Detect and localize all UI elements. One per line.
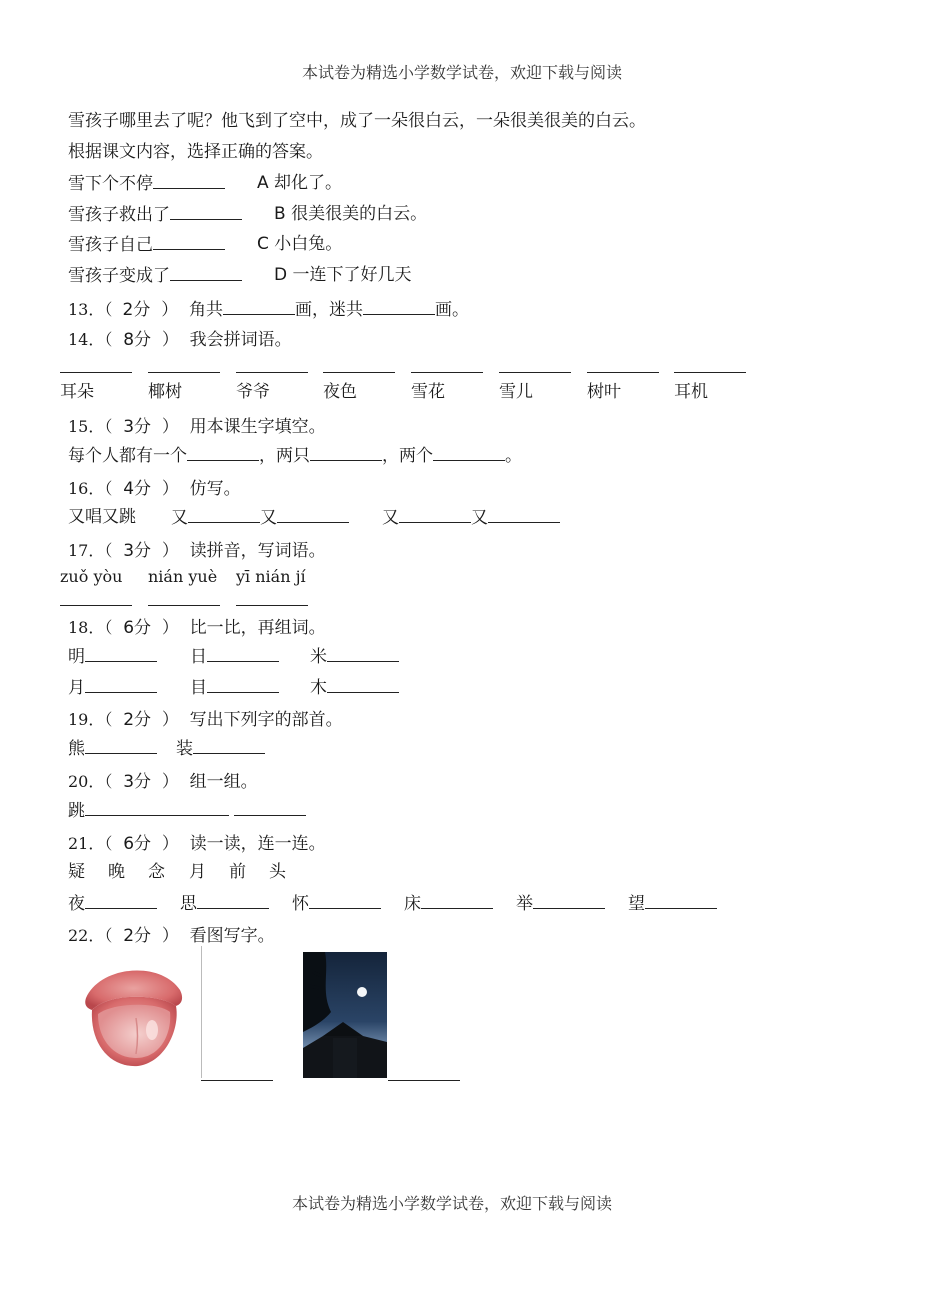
q21-top-5: 前 — [229, 862, 246, 882]
page-header: 本试卷为精选小学数学试卷，欢迎下载与阅读 — [302, 63, 623, 82]
image-frame-line — [201, 946, 202, 1078]
q20-fill: 跳 — [68, 799, 306, 822]
pinyin-word-7: 树叶 — [587, 382, 621, 402]
q21-top-1: 疑 — [68, 862, 85, 882]
q21-bottom-5: 举 — [516, 892, 605, 915]
match-right-c: C 小白兔。 — [257, 234, 343, 254]
passage-text: 雪孩子哪里去了呢？他飞到了空中，成了一朵很白云，一朵很美很美的白云。 — [68, 111, 646, 131]
question-16: 16．（ 4分 ） 仿写。 — [68, 479, 241, 499]
q21-bottom-4: 床 — [404, 892, 493, 915]
q16-fill-2: 又 又 — [382, 506, 560, 529]
q21-bottom-3: 怀 — [292, 892, 381, 915]
question-21: 21．（ 6分 ） 读一读，连一连。 — [68, 834, 326, 854]
question-18: 18．（ 6分 ） 比一比，再组词。 — [68, 618, 326, 638]
pinyin-word-1: 耳朵 — [60, 382, 94, 402]
q16-example: 又唱又跳 — [68, 507, 136, 527]
match-left-3: 雪孩子自己 — [68, 233, 225, 256]
match-left-1: 雪下个不停 — [68, 172, 225, 195]
q21-top-4: 月 — [189, 862, 206, 882]
pinyin-word-5: 雪花 — [411, 382, 445, 402]
q19-char-2: 装 — [176, 737, 265, 760]
match-right-d: D 一连下了好几天 — [274, 265, 412, 285]
pinyin-2: nián yuè — [148, 567, 218, 586]
pinyin-word-8: 耳机 — [674, 382, 708, 402]
match-right-b: B 很美很美的白云。 — [274, 204, 428, 224]
q15-fill-line: 每个人都有一个 ，两只 ，两个 。 — [68, 446, 522, 466]
question-15: 15．（ 3分 ） 用本课生字填空。 — [68, 417, 326, 437]
pinyin-word-6: 雪儿 — [499, 382, 533, 402]
mouth-tongue-image — [80, 958, 185, 1070]
q18-row1-1: 明 — [68, 645, 157, 668]
pinyin-word-2: 椰树 — [148, 382, 182, 402]
q19-char-1: 熊 — [68, 737, 157, 760]
pinyin-3: yī nián jí — [236, 567, 306, 586]
q21-bottom-6: 望 — [628, 892, 717, 915]
q21-top-2: 晚 — [108, 862, 125, 882]
match-left-2: 雪孩子救出了 — [68, 203, 242, 226]
q18-row1-2: 日 — [190, 645, 279, 668]
q18-row1-3: 米 — [310, 645, 399, 668]
q21-bottom-2: 思 — [180, 892, 269, 915]
q21-top-3: 念 — [148, 862, 165, 882]
q21-top-6: 头 — [269, 862, 286, 882]
pinyin-word-4: 夜色 — [323, 382, 357, 402]
q21-bottom-1: 夜 — [68, 892, 157, 915]
question-19: 19．（ 2分 ） 写出下列字的部首。 — [68, 710, 343, 730]
page-footer: 本试卷为精选小学数学试卷，欢迎下载与阅读 — [292, 1194, 613, 1213]
question-17: 17．（ 3分 ） 读拼音，写词语。 — [68, 541, 326, 561]
moon-night-image — [303, 952, 387, 1078]
match-right-a: A 却化了。 — [257, 173, 343, 193]
question-22: 22．（ 2分 ） 看图写字。 — [68, 926, 275, 946]
q16-fill-1: 又 又 — [171, 506, 349, 529]
question-14: 14．（ 8分 ） 我会拼词语。 — [68, 330, 292, 350]
pinyin-1: zuǒ yòu — [60, 567, 123, 586]
q18-row2-2: 目 — [190, 676, 279, 699]
pinyin-word-3: 爷爷 — [236, 382, 270, 402]
question-13: 13．（ 2分 ） 角共 画，迷共 画。 — [68, 300, 469, 320]
question-20: 20．（ 3分 ） 组一组。 — [68, 772, 258, 792]
instruction-text: 根据课文内容，选择正确的答案。 — [68, 142, 323, 162]
q18-row2-1: 月 — [68, 676, 157, 699]
q18-row2-3: 木 — [310, 676, 399, 699]
match-left-4: 雪孩子变成了 — [68, 264, 242, 287]
